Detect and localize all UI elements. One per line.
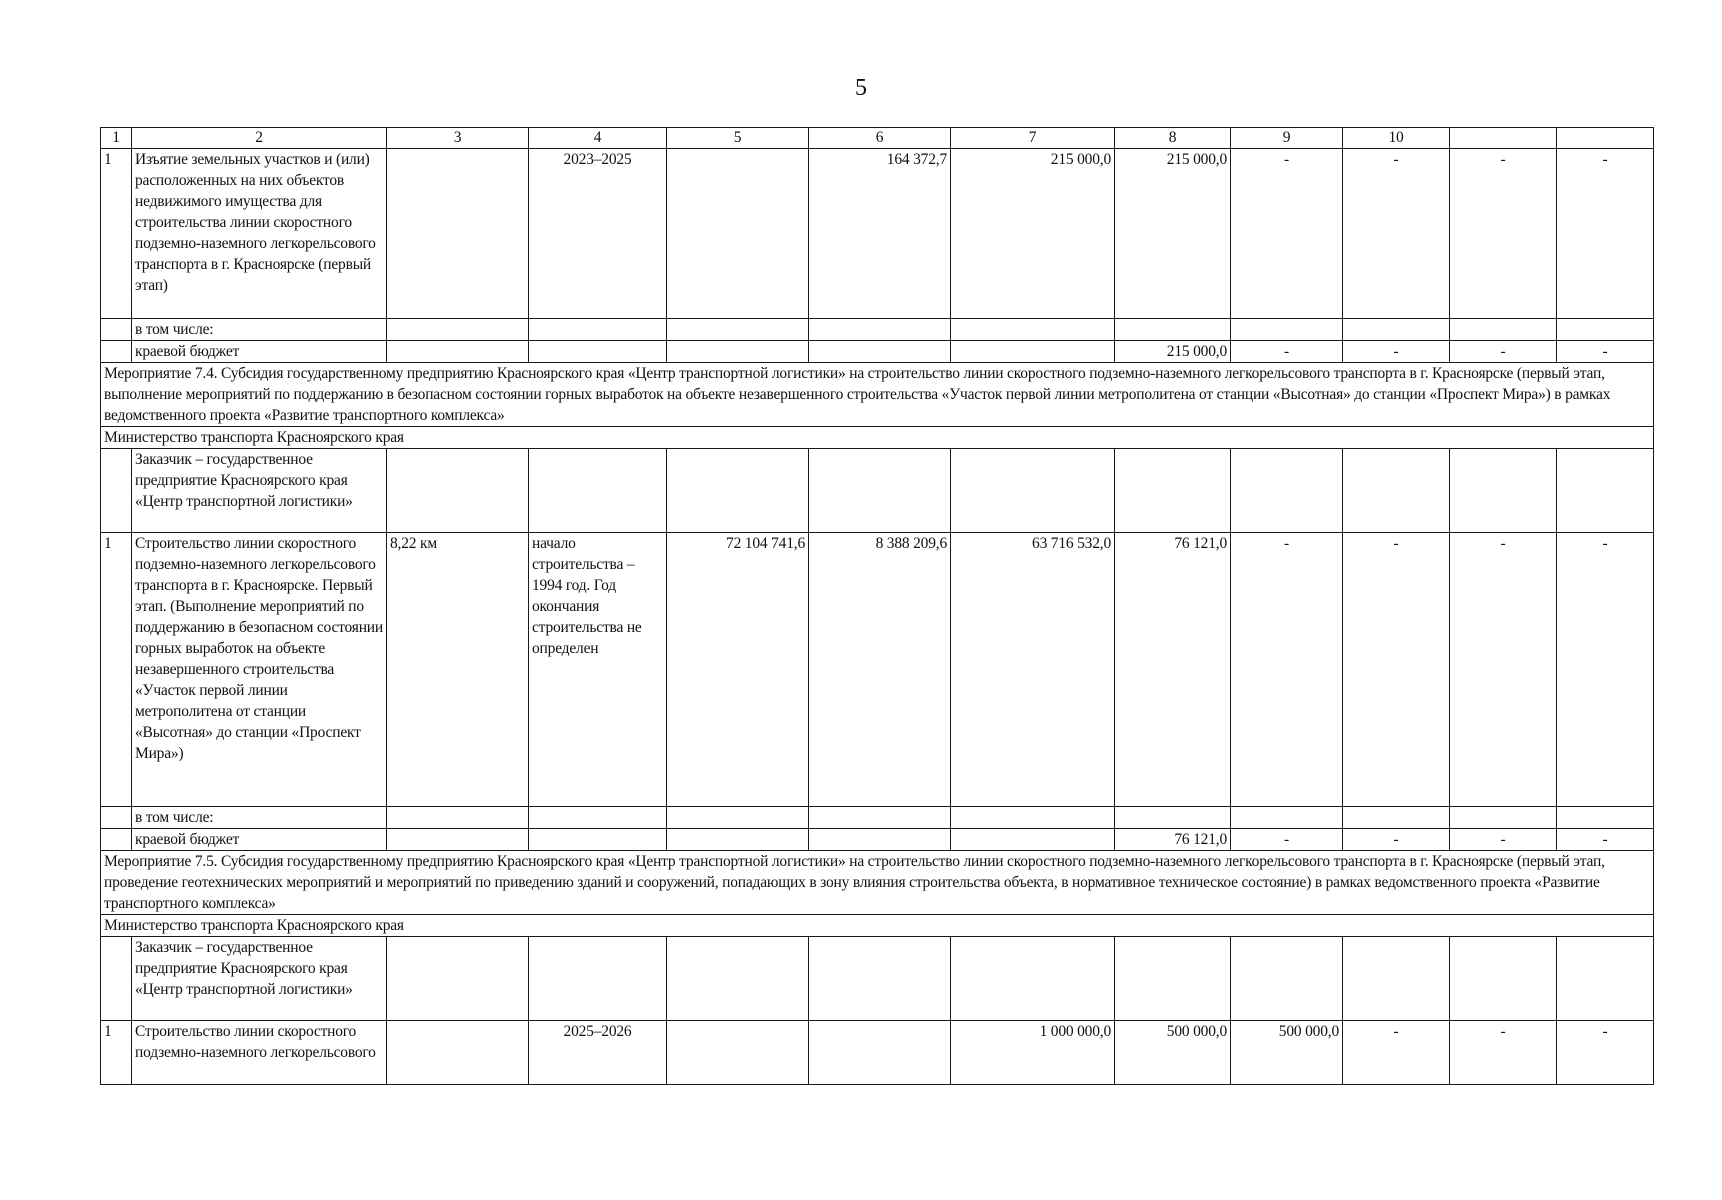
amount-cell: 76 121,0 [1115,829,1231,851]
empty-cell [529,341,667,363]
measure-title: Мероприятие 7.4. Субсидия государственному предприятию Красноярского края «Центр транспортной логистики» на строительство линии скоростного подземно-наземного легкорельсового транспорта в г. Красноярске (первый этап, выполнение мероприятий по поддержанию в безопасном состоянии горных выработок на объекте незавершенного строительства «Участок первой линии метрополитена от станции «Высотная» до станции «Проспект Мира») в рамках ведомственного проекта «Развитие транспортного комплекса» [101,363,1654,427]
empty-cell [1231,319,1343,341]
dash-cell: - [1231,829,1343,851]
period-cell: начало строительства – 1994 год. Год окончания строительства не определен [529,533,667,807]
amount-cell: 1 000 000,0 [951,1021,1115,1085]
empty-cell [387,807,529,829]
object-name: Строительство линии скоростного подземно-наземного легкорельсового транспорта в г. Красноярске. Первый этап. (Выполнение мероприятий по поддержанию в безопасном состоянии горных выработок на объекте незавершенного строительства «Участок первой линии метрополитена от станции «Высотная» до станции «Проспект Мира») [132,533,387,807]
amount-cell: 63 716 532,0 [951,533,1115,807]
empty-cell [529,319,667,341]
dash-cell: - [1557,829,1654,851]
empty-cell [1343,449,1450,533]
dash-cell: - [1343,149,1450,319]
empty-cell [1557,807,1654,829]
header-cell [1450,128,1557,149]
empty-cell [529,937,667,1021]
empty-cell [951,319,1115,341]
empty-cell [667,937,809,1021]
empty-cell [667,341,809,363]
row-number: 1 [101,1021,132,1085]
table-row [101,807,1654,829]
dash-cell: - [1343,533,1450,807]
empty-cell [1115,937,1231,1021]
cost-cell [667,1021,809,1085]
empty-cell [1231,449,1343,533]
table-row [101,937,1654,1021]
empty-cell [387,319,529,341]
row-number: 1 [101,149,132,319]
empty-cell [1343,319,1450,341]
cost-cell [667,149,809,319]
header-cell: 4 [529,128,667,149]
empty-cell [1115,319,1231,341]
empty-cell [809,341,951,363]
empty-cell [387,829,529,851]
dash-cell: - [1231,149,1343,319]
table-row [101,149,1654,319]
empty-cell [667,319,809,341]
empty-cell [387,449,529,533]
ministry-label: Министерство транспорта Красноярского края [101,915,1654,937]
empty-cell [387,341,529,363]
empty-cell [1231,937,1343,1021]
budget-label: краевой бюджет [132,341,387,363]
table-row [101,363,1654,427]
empty-cell [1557,937,1654,1021]
header-cell: 3 [387,128,529,149]
empty-cell [1450,449,1557,533]
empty-cell [1343,807,1450,829]
empty-cell [529,829,667,851]
object-name: Строительство линии скоростного подземно-наземного легкорельсового [132,1021,387,1085]
table-row [101,829,1654,851]
amount-cell: 215 000,0 [1115,149,1231,319]
empty-cell [951,937,1115,1021]
empty-cell [101,829,132,851]
budget-label: краевой бюджет [132,829,387,851]
empty-cell [1557,319,1654,341]
period-cell: 2025–2026 [529,1021,667,1085]
dash-cell: - [1450,533,1557,807]
amount-cell: 72 104 741,6 [667,533,809,807]
table-row [101,533,1654,807]
including-label: в том числе: [132,319,387,341]
header-row [101,128,1654,149]
empty-cell [1115,449,1231,533]
table-row [101,915,1654,937]
capacity-cell [387,149,529,319]
object-name: Изъятие земельных участков и (или) расположенных на них объектов недвижимого имущества для строительства линии скоростного подземно-наземного легкорельсового транспорта в г. Красноярске (первый этап) [132,149,387,319]
dash-cell: - [1557,149,1654,319]
header-cell: 9 [1231,128,1343,149]
header-cell: 2 [132,128,387,149]
amount-cell: 500 000,0 [1231,1021,1343,1085]
empty-cell [1450,319,1557,341]
dash-cell: - [1450,341,1557,363]
dash-cell: - [1343,829,1450,851]
empty-cell [667,449,809,533]
amount-cell: 500 000,0 [1115,1021,1231,1085]
empty-cell [667,829,809,851]
empty-cell [951,449,1115,533]
empty-cell [809,807,951,829]
header-cell [1557,128,1654,149]
empty-cell [1450,807,1557,829]
empty-cell [951,807,1115,829]
dash-cell: - [1557,1021,1654,1085]
empty-cell [951,341,1115,363]
empty-cell [387,937,529,1021]
empty-cell [101,807,132,829]
table-row [101,319,1654,341]
amount-cell: 76 121,0 [1115,533,1231,807]
empty-cell [809,829,951,851]
header-cell: 7 [951,128,1115,149]
empty-cell [529,807,667,829]
ministry-label: Министерство транспорта Красноярского края [101,427,1654,449]
page-number: 5 [855,75,867,101]
dash-cell: - [1343,1021,1450,1085]
period-cell: 2023–2025 [529,149,667,319]
header-cell: 5 [667,128,809,149]
empty-cell [101,937,132,1021]
table-row [101,1021,1654,1085]
measure-title: Мероприятие 7.5. Субсидия государственному предприятию Красноярского края «Центр транспортной логистики» на строительство линии скоростного подземно-наземного легкорельсового транспорта в г. Красноярске (первый этап, проведение геотехнических мероприятий и мероприятий по приведению зданий и сооружений, попадающих в зону влияния строительства объекта, в нормативное техническое состояние) в рамках ведомственного проекта «Развитие транспортного комплекса» [101,851,1654,915]
capacity-cell: 8,22 км [387,533,529,807]
customer-label: Заказчик – государственное предприятие Красноярского края «Центр транспортной логистики» [132,449,387,533]
table-row [101,427,1654,449]
empty-cell [1115,807,1231,829]
capacity-cell [387,1021,529,1085]
empty-cell [809,937,951,1021]
dash-cell: - [1557,533,1654,807]
dash-cell: - [1343,341,1450,363]
empty-cell [1231,807,1343,829]
header-cell: 6 [809,128,951,149]
dash-cell: - [1557,341,1654,363]
cost-cell [809,1021,951,1085]
amount-cell: 164 372,7 [809,149,951,319]
dash-cell: - [1450,829,1557,851]
dash-cell: - [1450,149,1557,319]
empty-cell [101,449,132,533]
header-cell: 10 [1343,128,1450,149]
amount-cell: 215 000,0 [1115,341,1231,363]
empty-cell [1557,449,1654,533]
empty-cell [101,319,132,341]
table-row [101,851,1654,915]
table-row [101,341,1654,363]
empty-cell [951,829,1115,851]
empty-cell [1343,937,1450,1021]
empty-cell [529,449,667,533]
including-label: в том числе: [132,807,387,829]
empty-cell [809,449,951,533]
header-cell: 8 [1115,128,1231,149]
dash-cell: - [1231,341,1343,363]
empty-cell [1450,937,1557,1021]
empty-cell [101,341,132,363]
amount-cell: 215 000,0 [951,149,1115,319]
customer-label: Заказчик – государственное предприятие Красноярского края «Центр транспортной логистики» [132,937,387,1021]
dash-cell: - [1231,533,1343,807]
program-table [100,127,1654,1085]
header-cell: 1 [101,128,132,149]
row-number: 1 [101,533,132,807]
amount-cell: 8 388 209,6 [809,533,951,807]
empty-cell [809,319,951,341]
table-row [101,449,1654,533]
dash-cell: - [1450,1021,1557,1085]
empty-cell [667,807,809,829]
